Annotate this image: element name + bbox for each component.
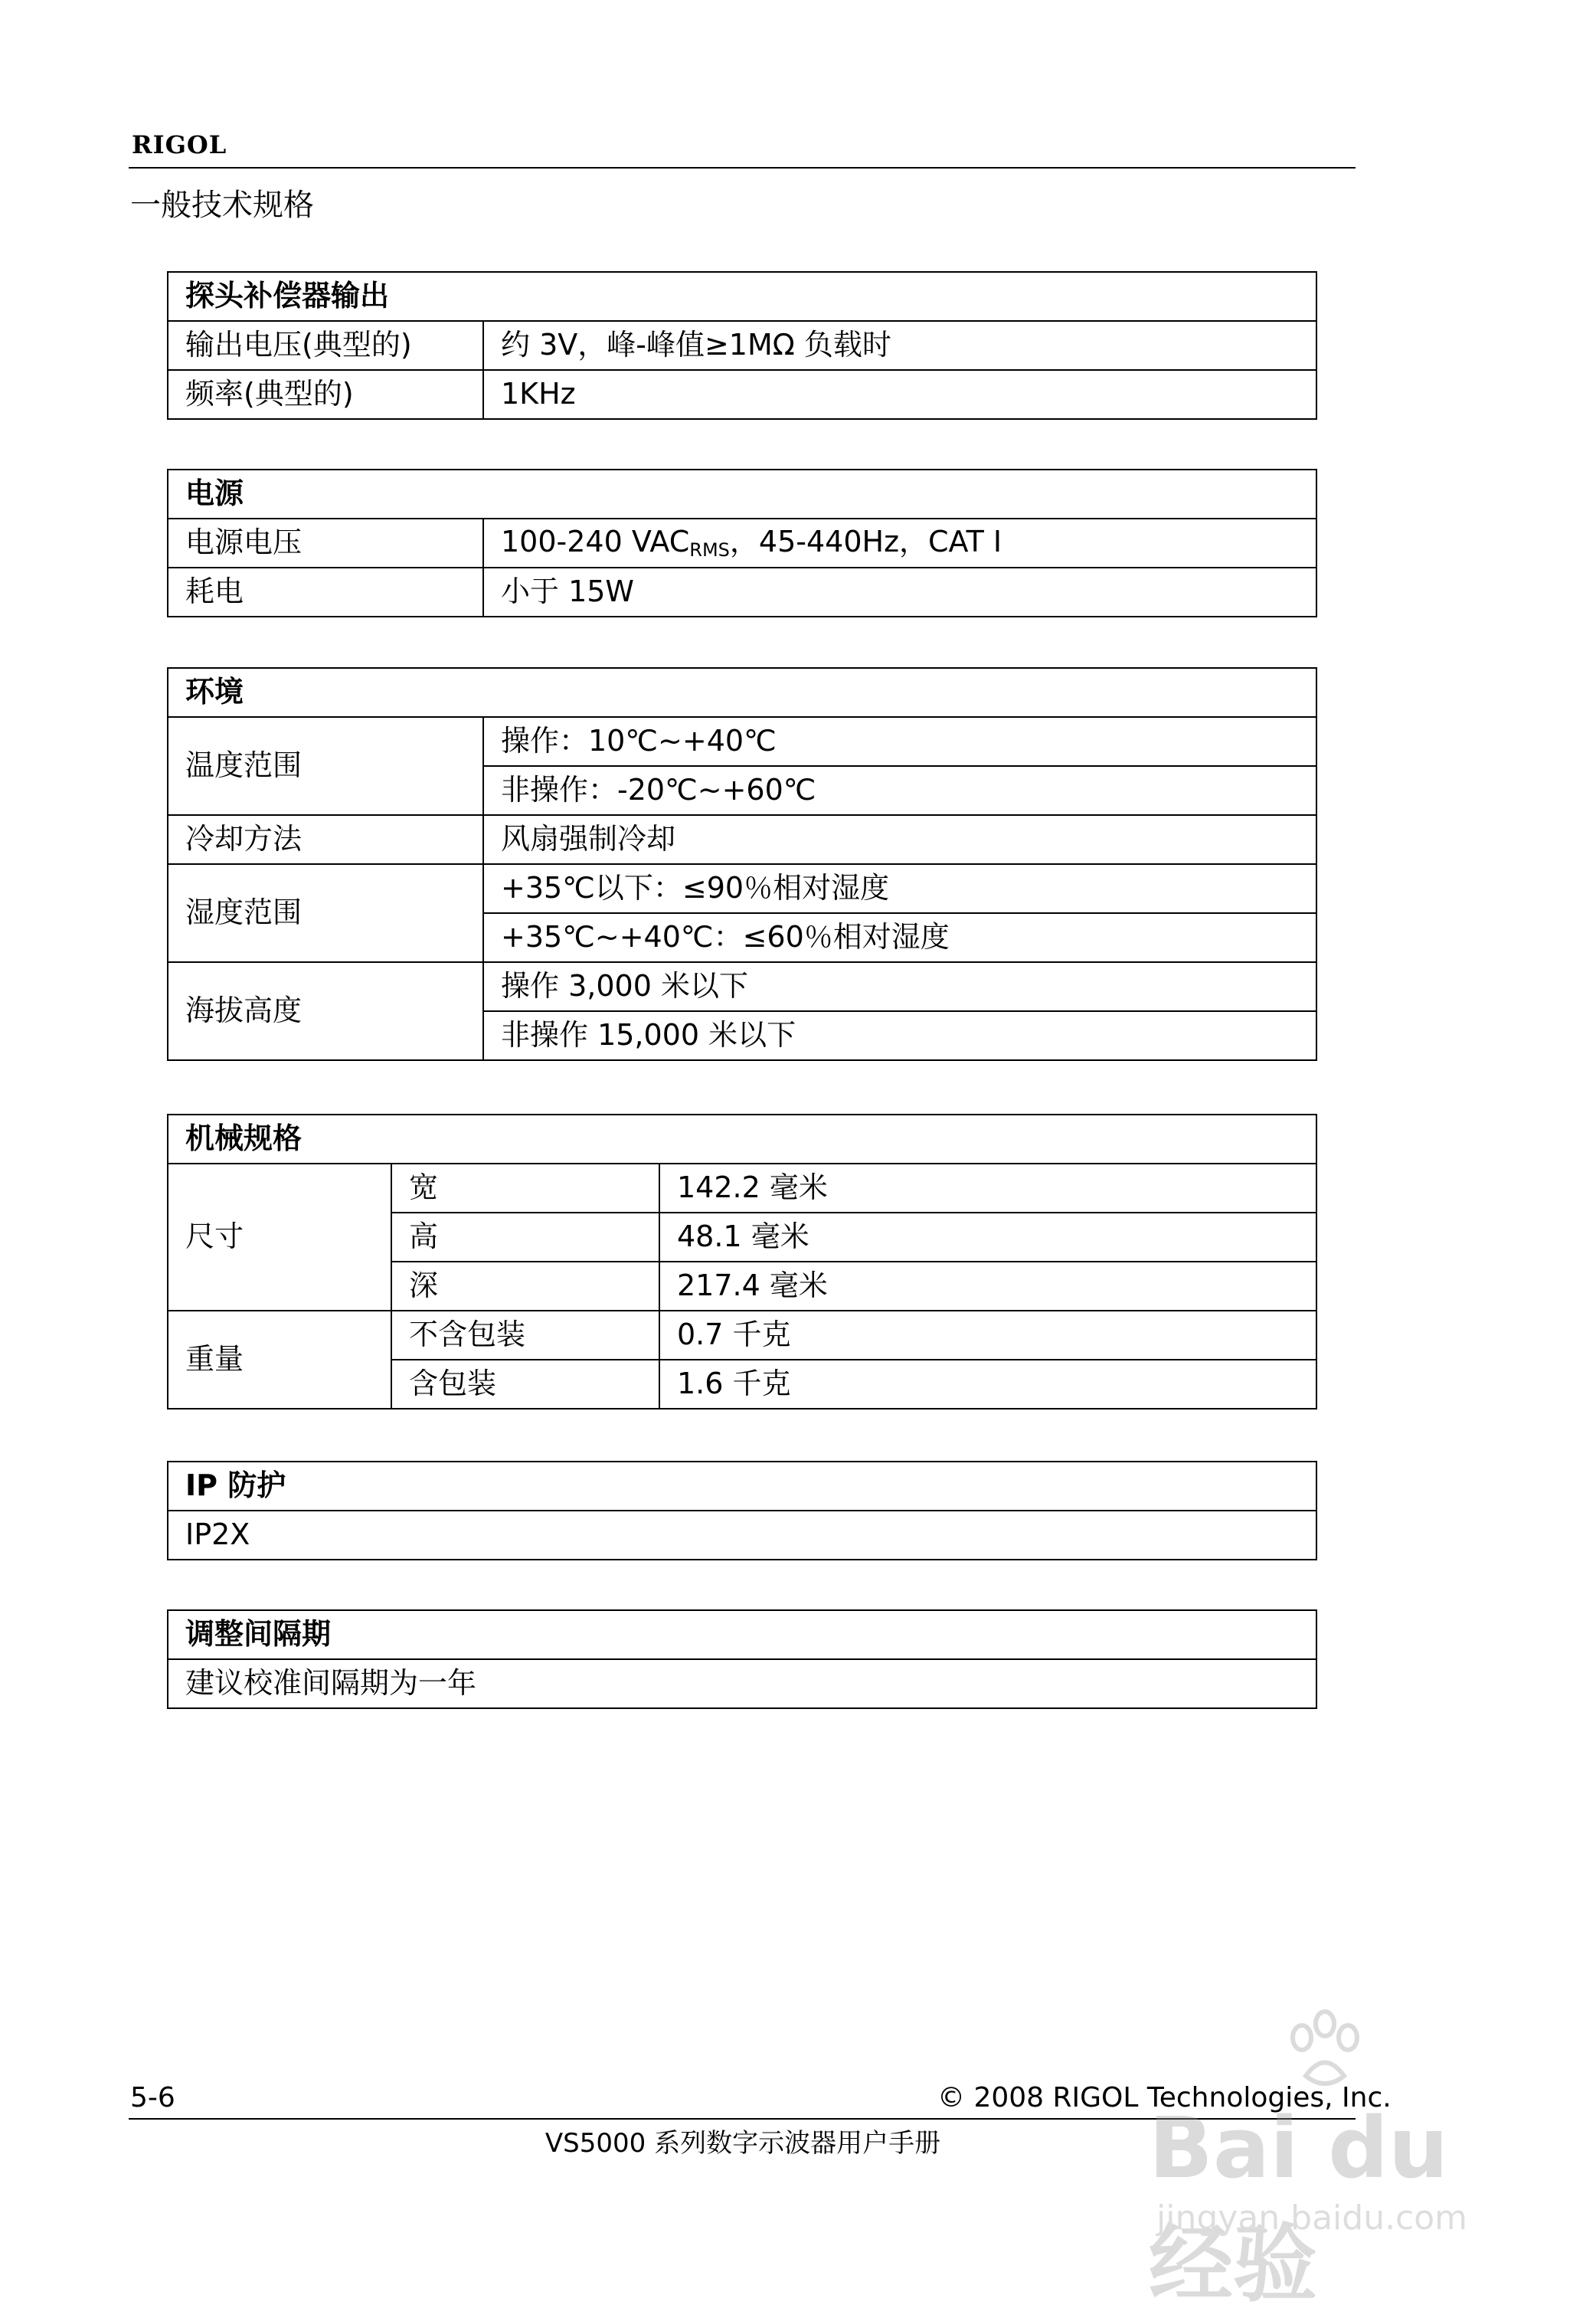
spec-label: 输出电压(典型的) <box>168 321 483 370</box>
environment-table <box>167 667 1317 1061</box>
table-row <box>168 1511 1316 1560</box>
header-rule <box>129 167 1356 169</box>
table-row <box>168 815 1316 864</box>
table-row <box>168 1659 1316 1708</box>
watermark-logo-text: Bai du 经验 <box>1149 2099 1449 2313</box>
ip-protection-table <box>167 1461 1317 1560</box>
table-heading: 探头补偿器输出 <box>168 272 1316 321</box>
spec-value: 1.6 千克 <box>659 1360 1316 1409</box>
table-row <box>168 370 1316 419</box>
spec-value: 217.4 毫米 <box>659 1262 1316 1311</box>
spec-value: 48.1 毫米 <box>659 1213 1316 1262</box>
spec-value: 1KHz <box>483 370 1316 419</box>
table-heading: IP 防护 <box>168 1462 1316 1511</box>
spec-value: 建议校准间隔期为一年 <box>168 1659 1316 1708</box>
spec-label: 尺寸 <box>168 1164 391 1311</box>
spec-label: 冷却方法 <box>168 815 483 864</box>
spec-label: 耗电 <box>168 568 483 617</box>
spec-label: 海拔高度 <box>168 962 483 1060</box>
spec-sublabel: 高 <box>391 1213 659 1262</box>
table-row <box>168 568 1316 617</box>
copyright-text: © 2008 RIGOL Technologies, Inc. <box>937 2082 1392 2113</box>
table-row <box>168 1164 1316 1213</box>
spec-value: 0.7 千克 <box>659 1311 1316 1360</box>
table-row <box>168 321 1316 370</box>
spec-value: +35℃以下：≤90％相对湿度 <box>483 864 1316 913</box>
spec-value: +35℃~+40℃：≤60％相对湿度 <box>483 913 1316 962</box>
spec-value: 142.2 毫米 <box>659 1164 1316 1213</box>
spec-label: 频率(典型的) <box>168 370 483 419</box>
spec-value: 小于 15W <box>483 568 1316 617</box>
spec-sublabel: 不含包装 <box>391 1311 659 1360</box>
spec-value: IP2X <box>168 1511 1316 1560</box>
brand-logo-text: RIGOL <box>132 130 227 159</box>
table-row <box>168 1311 1316 1360</box>
manual-title: VS5000 系列数字示波器用户手册 <box>545 2128 941 2159</box>
table-row <box>168 864 1316 913</box>
calibration-interval-table <box>167 1609 1317 1709</box>
spec-sublabel: 含包装 <box>391 1360 659 1409</box>
spec-value: 风扇强制冷却 <box>483 815 1316 864</box>
paw-icon <box>1279 2007 1371 2099</box>
page-title: 一般技术规格 <box>130 188 314 223</box>
spec-value: 非操作 15,000 米以下 <box>483 1011 1316 1060</box>
power-table <box>167 469 1317 617</box>
watermark-url: jingyan.baidu.com <box>1156 2198 1468 2238</box>
table-heading: 电源 <box>168 470 1316 519</box>
page-number: 5-6 <box>130 2082 175 2113</box>
spec-value: 100-240 $VAC_{RMS}$，45-440Hz，CAT Ⅰ <box>483 519 1316 568</box>
spec-value: 操作 3,000 米以下 <box>483 962 1316 1011</box>
baidu-watermark <box>1141 2007 1524 2313</box>
table-heading: 环境 <box>168 668 1316 717</box>
spec-value: 非操作：-20℃~+60℃ <box>483 766 1316 815</box>
table-row <box>168 717 1316 766</box>
table-heading: 调整间隔期 <box>168 1610 1316 1659</box>
table-row <box>168 519 1316 568</box>
spec-label: 湿度范围 <box>168 864 483 962</box>
probe-compensator-table <box>167 271 1317 420</box>
spec-value: 操作：10℃~+40℃ <box>483 717 1316 766</box>
table-heading: 机械规格 <box>168 1115 1316 1164</box>
spec-sublabel: 深 <box>391 1262 659 1311</box>
spec-sublabel: 宽 <box>391 1164 659 1213</box>
spec-label: 温度范围 <box>168 717 483 815</box>
table-row <box>168 962 1316 1011</box>
spec-label: 重量 <box>168 1311 391 1409</box>
spec-label: 电源电压 <box>168 519 483 568</box>
spec-value: 约 3V，峰-峰值≥1MΩ 负载时 <box>483 321 1316 370</box>
mechanical-table <box>167 1114 1317 1409</box>
